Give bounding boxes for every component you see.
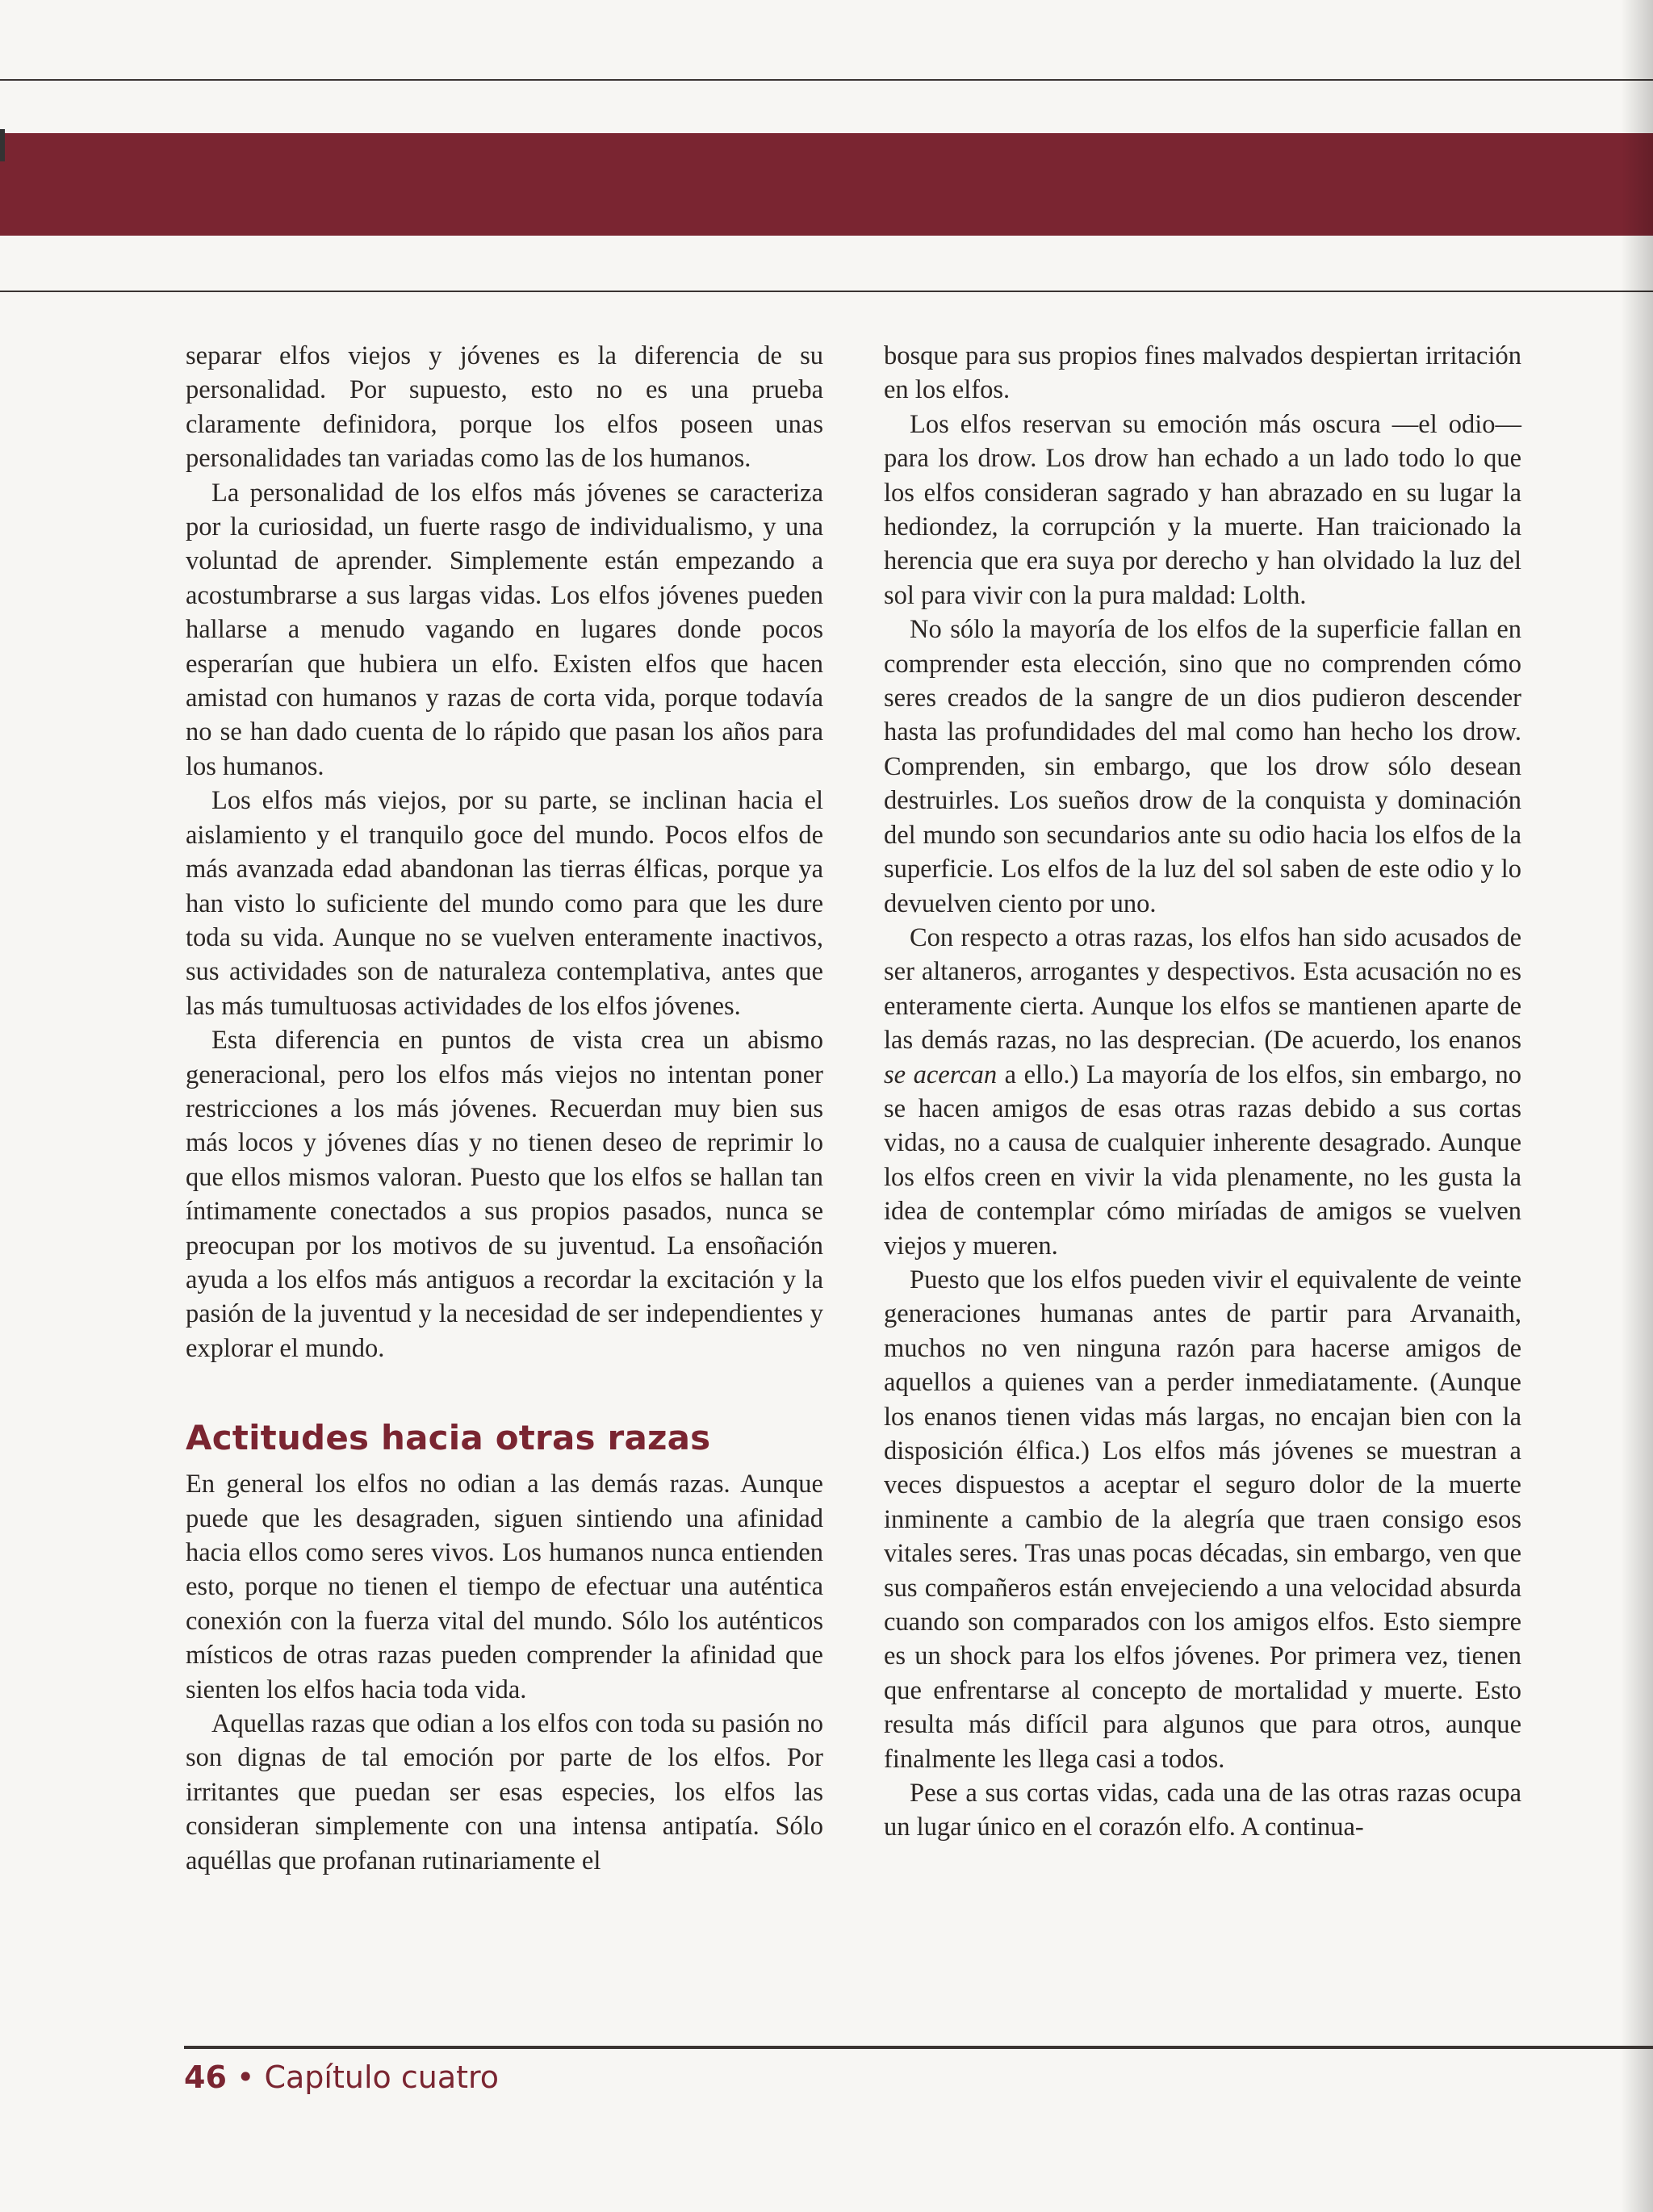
right-column <box>884 339 1521 1845</box>
paragraph-text: a ello.) La mayoría de los elfos, sin embargo, no se hacen amigos de esas otras razas debido a sus cortas vidas, no a causa de cualquier inherente desagrado. Aunque los elfos creen en vivir la vida plenamente, no les gusta la idea de contemplar cómo miríadas de amigos se vuelven viejos y mueren. <box>884 1060 1521 1261</box>
header-bottom-rule <box>0 291 1653 292</box>
paragraph: Pese a sus cortas vidas, cada una de las otras razas ocupa un lugar único en el corazón elfo. A continua- <box>884 1779 1521 1842</box>
italic-text: se acercan <box>884 1060 998 1089</box>
paragraph: bosque para sus propios fines malvados despiertan irritación en los elfos. <box>884 341 1521 405</box>
footer-separator: • <box>226 2059 265 2095</box>
paragraph: La personalidad de los elfos más jóvenes se caracteriza por la curiosidad, un fuerte rasgo de individualismo, y una voluntad de aprender. Simplemente están empezando a acostumbrarse a sus largas vidas. Los elfos jóvenes pueden hallarse a menudo vagando en lugares donde pocos esperarían que hubiera un elfo. Existen elfos que hacen amistad con humanos y razas de corta vida, porque todavía no se han dado cuenta de lo rápido que pasan los años para los humanos. <box>186 478 823 781</box>
header-band <box>0 133 1653 236</box>
paragraph: Aquellas razas que odian a los elfos con toda su pasión no son dignas de tal emoción por parte de los elfos. Por irritantes que puedan ser esas especies, los elfos las consideran simplemente con una intensa antipatía. Sólo aquéllas que profanan rutinariamente el <box>186 1709 823 1875</box>
paragraph: Esta diferencia en puntos de vista crea un abismo generacional, pero los elfos más viejos no intentan poner restricciones a los más jóvenes. Recuerdan muy bien sus más locos y jóvenes días y no tienen deseo de reprimir lo que ellos mismos valoran. Puesto que los elfos se hallan tan íntimamente conectados a sus propios pasados, nunca se preocupan por los motivos de su juventud. La ensoñación ayuda a los elfos más antiguos a recordar la excitación y la pasión de la juventud y la necesidad de ser independientes y explorar el mundo. <box>186 1026 823 1363</box>
top-rule <box>0 79 1653 81</box>
paragraph-text: Con respecto a otras razas, los elfos han sido acusados de ser altaneros, arrogantes y despectivos. Esta acusación no es enteramente cierta. Aunque los elfos se mantienen aparte de las demás razas, no las desprecian. (De acuerdo, los enanos <box>884 922 1521 1056</box>
page-number: 46 <box>184 2059 227 2095</box>
footer-rule <box>184 2046 1653 2049</box>
paragraph: En general los elfos no odian a las demás razas. Aunque puede que les desagraden, siguen sintiendo una afinidad hacia ellos como seres vivos. Los humanos nunca entienden esto, porque no tienen el tiempo de efectuar una auténtica conexión con la fuerza vital del mundo. Sólo los auténticos místicos de otras razas pueden comprender la afinidad que sienten los elfos hacia toda vida. <box>186 1470 823 1704</box>
paragraph: No sólo la mayoría de los elfos de la superficie fallan en comprender esta elección, sino que no comprenden cómo seres creados de la sangre de un dios pudieron descender hasta las profundidades del mal como han hecho los drow. Comprenden, sin embargo, que los drow sólo desean destruirles. Los sueños drow de la conquista y dominación del mundo son secundarios ante su odio hacia los elfos de la superficie. Los elfos de la luz del sol saben de este odio y lo devuelven ciento por uno. <box>884 615 1521 918</box>
left-column <box>186 339 823 1878</box>
paragraph: Los elfos más viejos, por su parte, se inclinan hacia el aislamiento y el tranquilo goce del mundo. Pocos elfos de más avanzada edad abandonan las tierras élficas, porque ya han visto lo suficiente del mundo como para que les dure toda su vida. Aunque no se vuelven enteramente inactivos, sus actividades son de naturaleza contemplativa, antes que las más tumultuosas actividades de los elfos jóvenes. <box>186 786 823 1021</box>
page-footer <box>184 2059 499 2095</box>
paragraph <box>884 921 1521 1263</box>
page-edge-shadow <box>1621 0 1653 2212</box>
paragraph: separar elfos viejos y jóvenes es la diferencia de su personalidad. Por supuesto, esto no es una prueba claramente definidora, porque los elfos poseen unas personalidades tan variadas como las de los humanos. <box>186 341 823 474</box>
paragraph: Los elfos reservan su emoción más oscura —el odio— para los drow. Los drow han echado a un lado todo lo que los elfos consideran sagrado y han abrazado en su lugar la hediondez, la corrupción y la muerte. Han traicionado la herencia que era suya por derecho y han olvidado la luz del sol para vivir con la pura maldad: Lolth. <box>884 409 1521 610</box>
paragraph: Puesto que los elfos pueden vivir el equivalente de veinte generaciones humanas antes de partir para Arvanaith, muchos no ven ninguna razón para hacerse amigos de aquellos a quienes van a perder inmediatamente. (Aunque los enanos tienen vidas más largas, no encajan bien con la disposición élfica.) Los elfos más jóvenes se muestran a veces dispuestos a aceptar el seguro dolor de la muerte inminente a cambio de la alegría que traen consigo esos vitales seres. Tras unas pocas décadas, sin embargo, ven que sus compañeros están envejeciendo a una velocidad absurda cuando son comparados con los amigos elfos. Esto siempre es un shock para los elfos jóvenes. Por primera vez, tienen que enfrentarse al concepto de mortalidad y muerte. Esto resulta más difícil para algunos que para otros, aunque finalmente les llega casi a todos. <box>884 1265 1521 1774</box>
section-heading: Actitudes hacia otras razas <box>186 1418 711 1458</box>
chapter-title: Capítulo cuatro <box>264 2059 500 2095</box>
registration-mark <box>0 129 26 161</box>
